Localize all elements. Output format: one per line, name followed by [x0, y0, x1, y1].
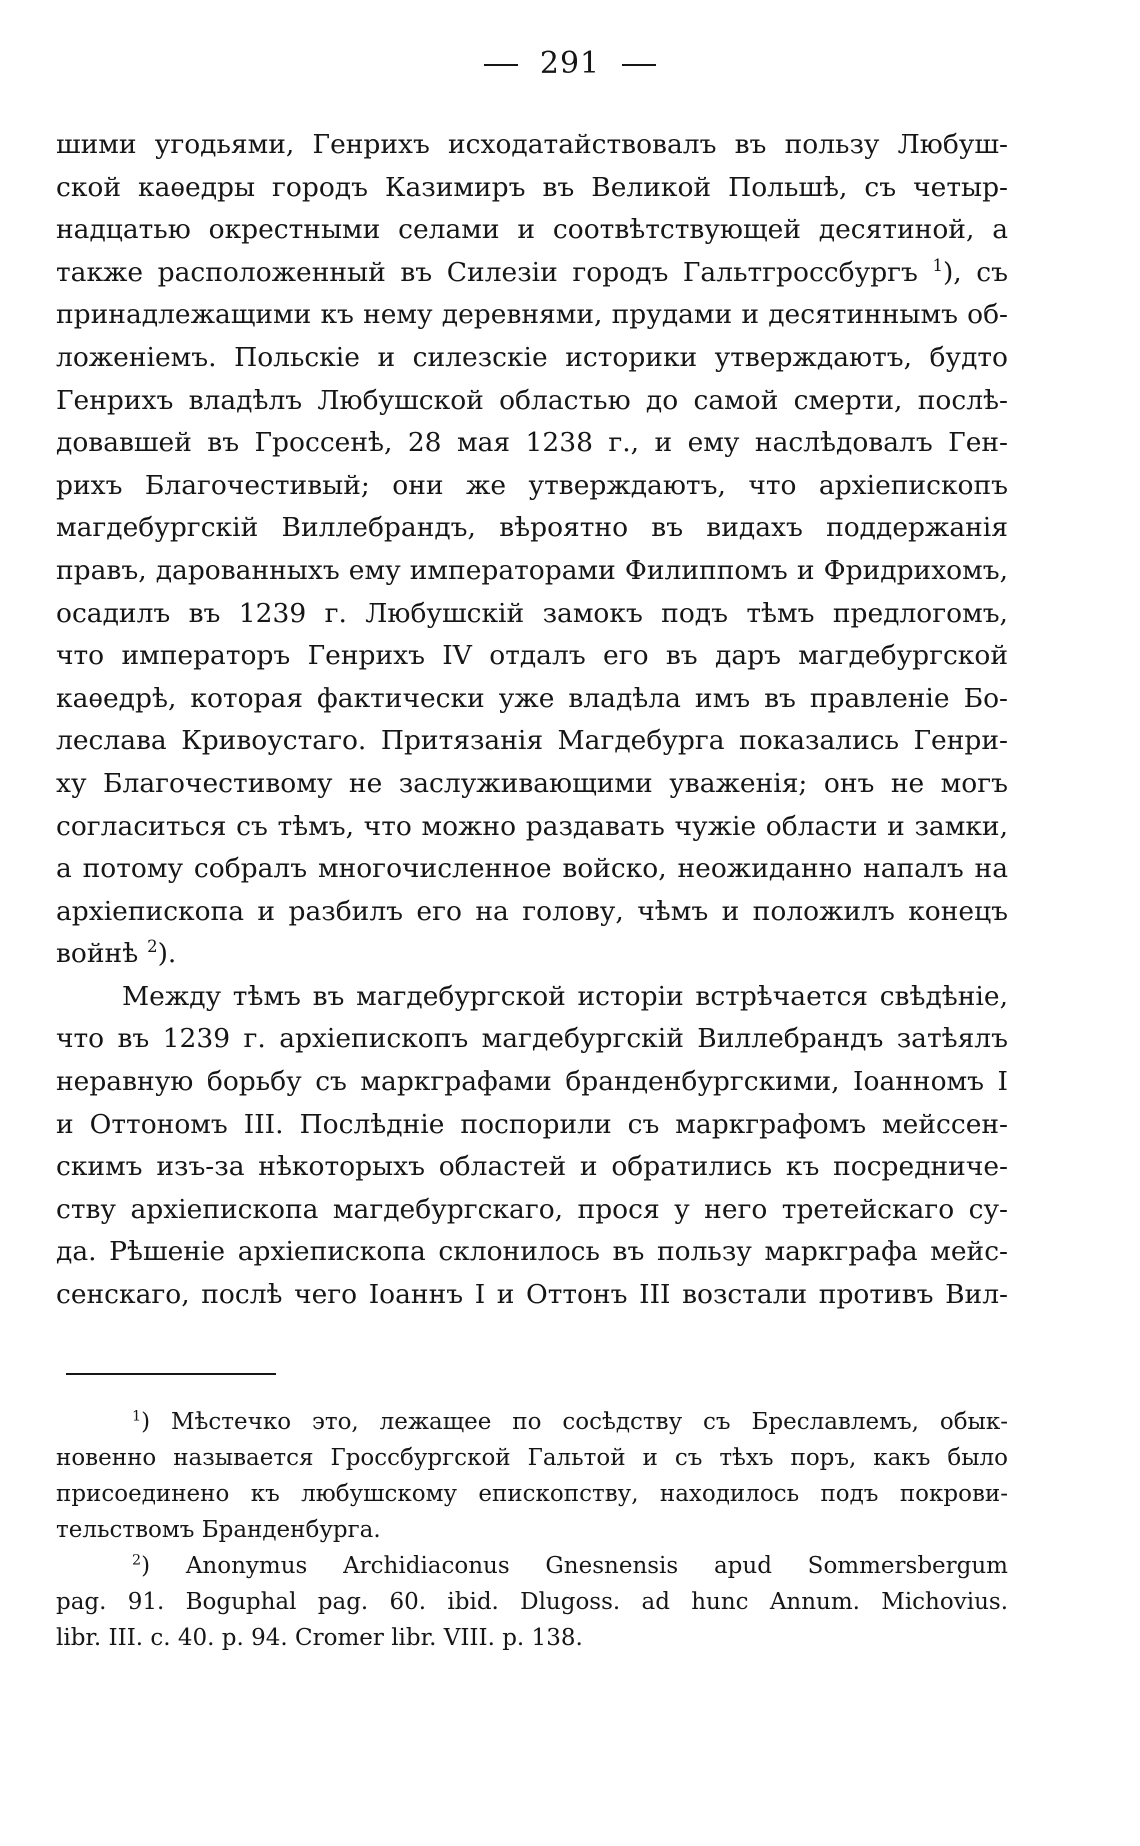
text-line-with-footnote-1 [56, 252, 1008, 295]
text-segment: ), съ [942, 256, 1008, 288]
text-line: принадлежащими къ нему деревнями, прудами и десятиннымъ об- [56, 299, 1008, 331]
main-text [56, 124, 1008, 1317]
footnote-marker: 2 [132, 1552, 142, 1569]
text-segment: войнѣ [56, 938, 139, 970]
text-line: шими угодьями, Генрихъ исходатайствовалъ въ пользу Любуш- [56, 129, 1008, 160]
text-segment: также расположенный въ Силезіи городъ Гальтгроссбургъ [56, 256, 918, 288]
paragraph-1 [56, 124, 1008, 976]
footnote-2 [56, 1548, 1008, 1656]
text-line: что императоръ Генрихъ IV отдалъ его въ даръ магдебургской [56, 640, 1008, 672]
text-line: Генрихъ владѣлъ Любушской областью до самой смерти, послѣ- [56, 384, 1008, 416]
right-dash [622, 64, 656, 66]
text-line: а потому собралъ многочисленное войско, неожиданно напалъ на [56, 853, 1008, 885]
text-line: магдебургскій Виллебрандъ, вѣроятно въ видахъ поддержанія [56, 512, 1008, 544]
text-line: скимъ изъ-за нѣкоторыхъ областей и обратились къ посредниче- [56, 1151, 1008, 1183]
paragraph-2 [56, 976, 1008, 1317]
text-line: и Оттономъ III. Послѣдніе поспорили съ маркграфомъ мейссен- [56, 1108, 1008, 1140]
text-line: ложеніемъ. Польскіе и силезскіе историки утверждаютъ, будто [56, 341, 1008, 373]
text-line: архіепископа и разбилъ его на голову, чѣмъ и положилъ конецъ [56, 895, 1008, 927]
footnote-ref-2: 2 [147, 937, 158, 957]
page-number: 291 [539, 46, 601, 81]
footnote-line: тельствомъ Бранденбурга. [56, 1517, 381, 1543]
footnote-separator [66, 1373, 276, 1375]
left-dash [484, 64, 518, 66]
text-line: осадилъ въ 1239 г. Любушскій замокъ подъ тѣмъ предлогомъ, [56, 597, 1008, 629]
text-line-with-footnote-2 [56, 933, 1008, 976]
text-line: согласиться съ тѣмъ, что можно раздавать чужіе области и замки, [56, 810, 1008, 842]
footnote-line: libr. III. c. 40. p. 94. Cromer libr. VIII. p. 138. [56, 1625, 583, 1651]
footnote-line: pag. 91. Boguphal pag. 60. ibid. Dlugoss. ad hunc Annum. Michovius. [56, 1589, 1008, 1615]
footnote-line: $^2$) Anonymus Archidiaconus Gnesnensis apud Sommersbergum [132, 1552, 1008, 1579]
text-line: ху Благочестивому не заслуживающими уваженія; онъ не могъ [56, 767, 1008, 799]
footnote-text: Мѣстечко это, лежащее по сосѣдству съ Бреславлемъ, обык- [170, 1409, 1008, 1435]
text-line: сенскаго, послѣ чего Іоаннъ I и Оттонъ III возстали противъ Вил- [56, 1279, 1008, 1311]
text-line: леслава Кривоустаго. Притязанія Магдебурга показались Генри- [56, 725, 1008, 757]
text-line: ству архіепископа магдебургскаго, прося у него третейскаго су- [56, 1193, 1008, 1225]
text-line: надцатью окрестными селами и соотвѣтствующей десятиной, а [56, 214, 1008, 246]
text-line: ской каѳедры городъ Казимиръ въ Великой Польшѣ, съ четыр- [56, 171, 1008, 203]
text-line: каѳедрѣ, которая фактически уже владѣла имъ въ правленіе Бо- [56, 682, 1008, 714]
footnote-ref-1: 1 [932, 255, 943, 275]
text-segment: ). [157, 938, 177, 970]
text-line: что въ 1239 г. архіепископъ магдебургскій Виллебрандъ затѣялъ [56, 1023, 1008, 1055]
footnotes [56, 1404, 1008, 1656]
text-line: неравную борьбу съ маркграфами бранденбургскими, Іоанномъ I [56, 1066, 1008, 1098]
page-number-header [0, 44, 1140, 84]
footnote-1 [56, 1404, 1008, 1548]
footnote-line: новенно называется Гроссбургской Гальтой и съ тѣхъ поръ, какъ было [56, 1445, 1008, 1471]
text-line: Между тѣмъ въ магдебургской исторіи встрѣчается свѣдѣніе, [122, 980, 1008, 1012]
footnote-marker: 1 [132, 1408, 142, 1425]
text-line: довавшей въ Гроссенѣ, 28 мая 1238 г., и ему наслѣдовалъ Ген- [56, 427, 1008, 459]
text-line: да. Рѣшеніе архіепископа склонилось въ пользу маркграфа мейс- [56, 1236, 1008, 1268]
text-line: рихъ Благочестивый; они же утверждаютъ, что архіепископъ [56, 469, 1008, 501]
footnote-line: присоединено къ любушскому епископству, находилось подъ покрови- [56, 1481, 1008, 1507]
text-line: правъ, дарованныхъ ему императорами Филиппомъ и Фридрихомъ, [56, 554, 1008, 586]
footnote-line: $^1$) Мѣстечко это, лежащее по сосѣдству съ Бреславлемъ, обык- [132, 1408, 1008, 1435]
footnote-text: Anonymus Archidiaconus Gnesnensis apud Sommersbergum [185, 1553, 1008, 1579]
